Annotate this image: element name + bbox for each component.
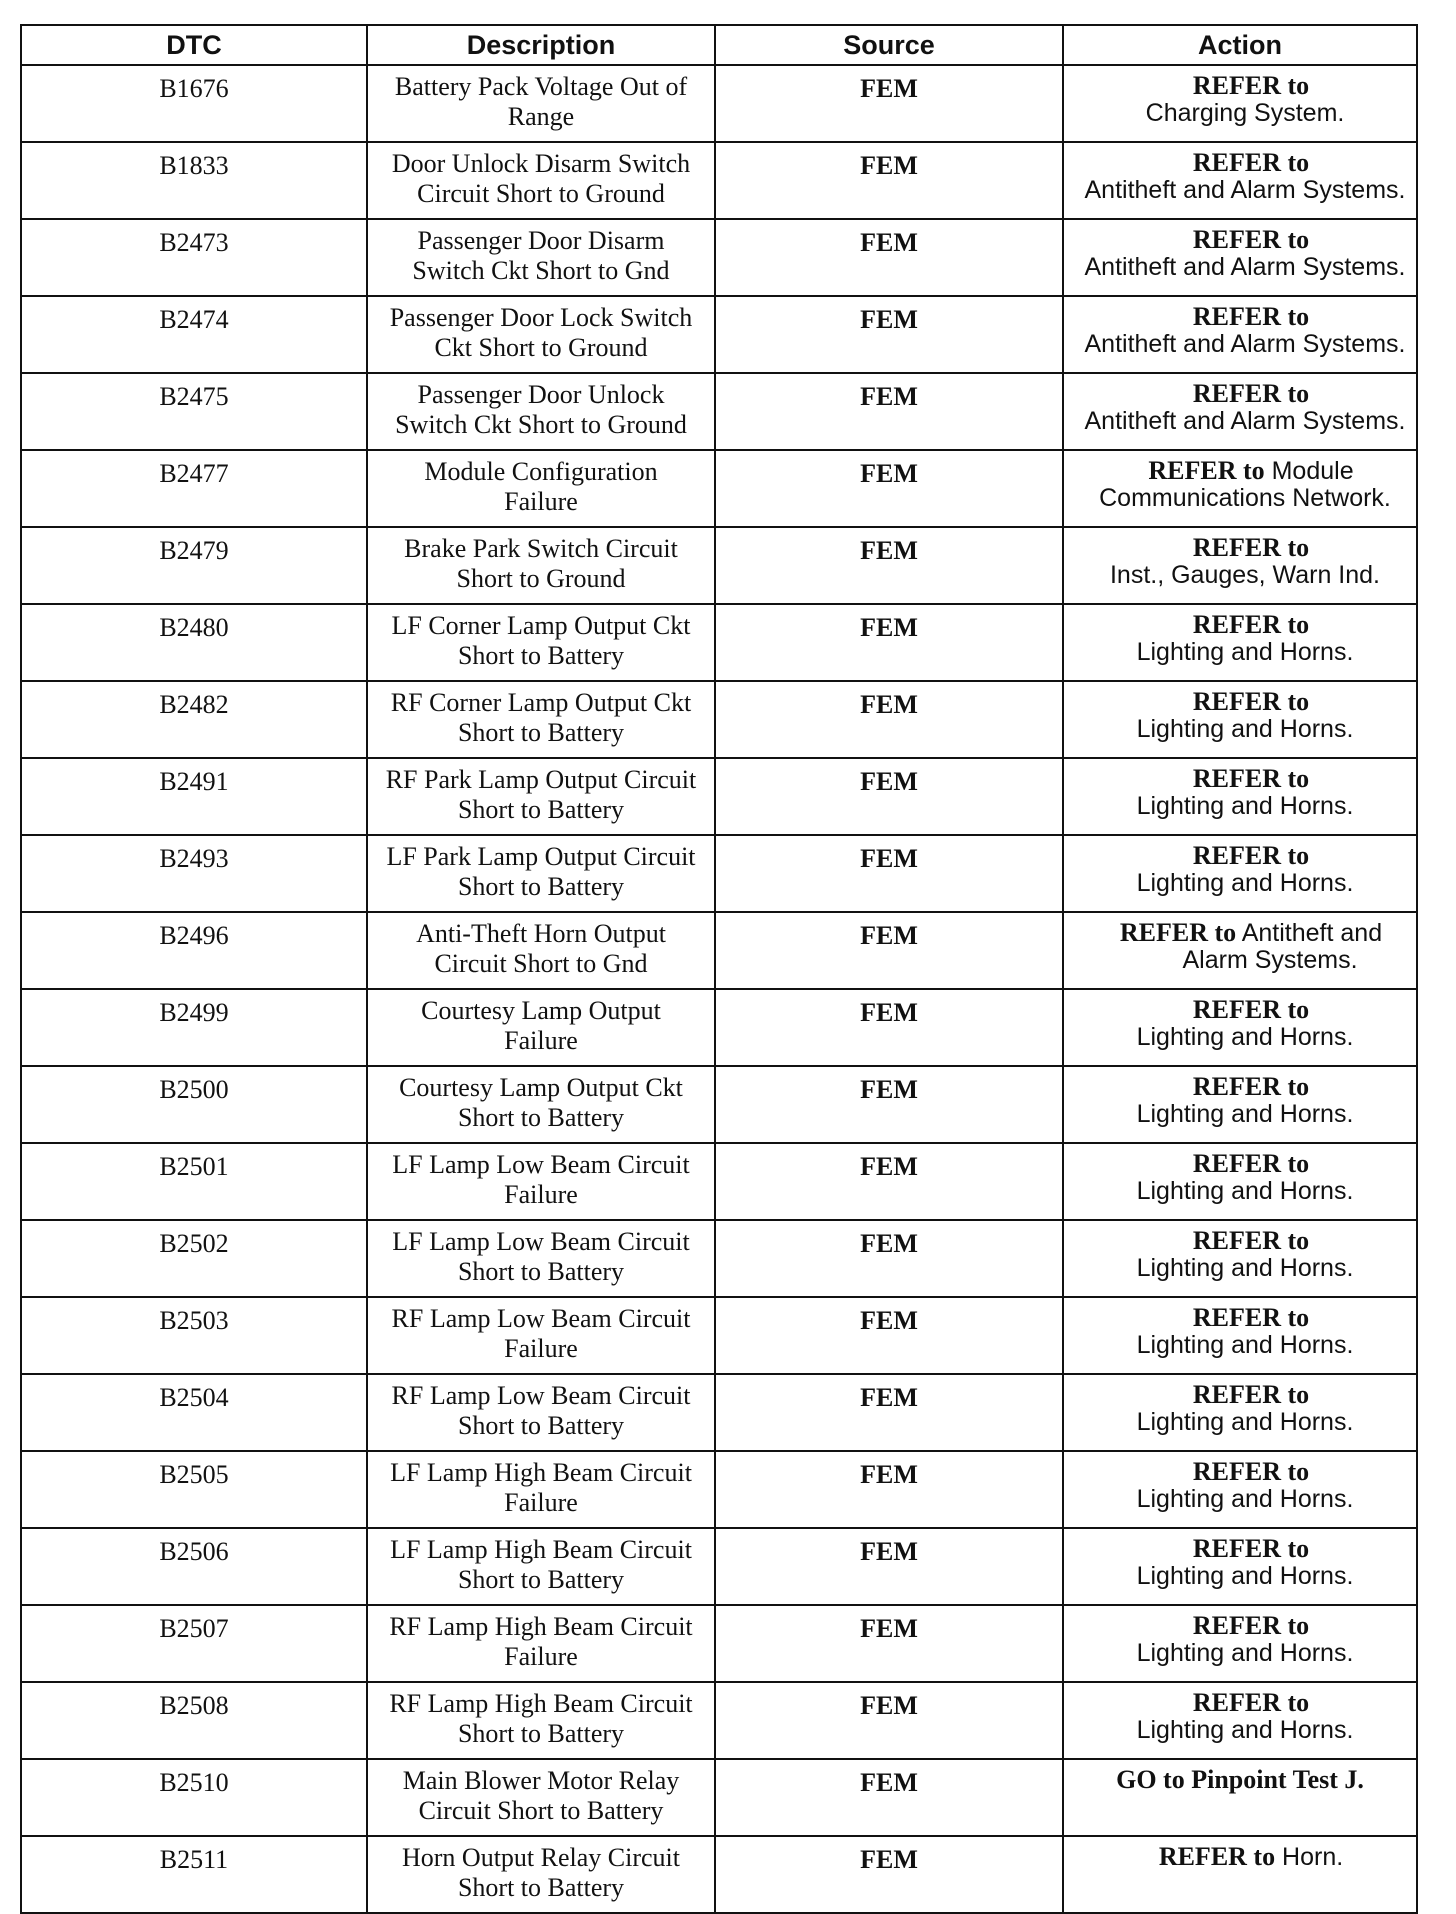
dtc-action <box>1063 835 1417 912</box>
action-go-text: GO to Pinpoint Test J. <box>1116 1765 1364 1794</box>
dtc-action <box>1063 1297 1417 1374</box>
dtc-description <box>367 1297 715 1374</box>
dtc-code: B2508 <box>21 1682 367 1759</box>
action-line <box>1074 1535 1416 1563</box>
dtc-action <box>1063 912 1417 989</box>
dtc-action <box>1063 1605 1417 1682</box>
refer-target: Lighting and Horns. <box>1136 1639 1354 1667</box>
action-line <box>1074 1612 1416 1640</box>
description-line: RF Lamp High Beam Circuit <box>389 1612 693 1641</box>
refer-label: REFER to <box>1119 918 1237 947</box>
dtc-description <box>367 1836 715 1913</box>
action-line <box>1074 457 1416 485</box>
dtc-description <box>367 604 715 681</box>
dtc-action <box>1063 142 1417 219</box>
description-line: Passenger Door Disarm <box>417 226 665 255</box>
dtc-source: FEM <box>715 296 1063 373</box>
refer-label: REFER to <box>1192 533 1310 562</box>
refer-label: REFER to <box>1192 764 1310 793</box>
dtc-description <box>367 1759 715 1836</box>
dtc-source: FEM <box>715 1836 1063 1913</box>
description-line: Short to Battery <box>457 1411 625 1440</box>
description-line: Short to Battery <box>457 718 625 747</box>
description-line: Main Blower Motor Relay <box>402 1766 680 1795</box>
table-row <box>21 296 1417 373</box>
table-row <box>21 1220 1417 1297</box>
description-line: Ckt Short to Ground <box>434 333 648 362</box>
dtc-action <box>1063 1143 1417 1220</box>
dtc-action <box>1063 1374 1417 1451</box>
table-row <box>21 912 1417 989</box>
refer-target: Lighting and Horns. <box>1136 715 1354 743</box>
dtc-source: FEM <box>715 989 1063 1066</box>
dtc-description <box>367 1143 715 1220</box>
dtc-source: FEM <box>715 1759 1063 1836</box>
dtc-description <box>367 1682 715 1759</box>
dtc-description <box>367 1220 715 1297</box>
dtc-description <box>367 373 715 450</box>
dtc-code: B2507 <box>21 1605 367 1682</box>
refer-target: Lighting and Horns. <box>1136 1716 1354 1744</box>
dtc-source: FEM <box>715 527 1063 604</box>
dtc-source: FEM <box>715 758 1063 835</box>
refer-label: REFER to <box>1192 1149 1310 1178</box>
refer-label: REFER to <box>1192 687 1310 716</box>
description-line: RF Corner Lamp Output Ckt <box>390 688 692 717</box>
dtc-table <box>20 24 1418 1914</box>
dtc-action <box>1063 1451 1417 1528</box>
refer-target: Lighting and Horns. <box>1136 1562 1354 1590</box>
refer-label: REFER to <box>1192 379 1310 408</box>
dtc-action <box>1063 1682 1417 1759</box>
header-row <box>21 25 1417 65</box>
refer-target: Lighting and Horns. <box>1136 1023 1354 1051</box>
dtc-description <box>367 65 715 142</box>
table-row <box>21 1374 1417 1451</box>
action-line <box>1074 226 1416 254</box>
dtc-source: FEM <box>715 1143 1063 1220</box>
table-row <box>21 450 1417 527</box>
refer-label: REFER to <box>1192 1534 1310 1563</box>
refer-label: REFER to <box>1192 841 1310 870</box>
dtc-source: FEM <box>715 604 1063 681</box>
dtc-source: FEM <box>715 219 1063 296</box>
table-row <box>21 1528 1417 1605</box>
dtc-code: B1676 <box>21 65 367 142</box>
dtc-code: B2480 <box>21 604 367 681</box>
description-line: LF Lamp High Beam Circuit <box>390 1535 692 1564</box>
dtc-action <box>1063 296 1417 373</box>
description-line: Module Configuration <box>424 457 658 486</box>
description-line: Failure <box>504 487 578 516</box>
refer-target: Lighting and Horns. <box>1136 1331 1354 1359</box>
description-line: Passenger Door Lock Switch <box>389 303 693 332</box>
dtc-action <box>1063 219 1417 296</box>
dtc-description <box>367 296 715 373</box>
refer-target: Lighting and Horns. <box>1136 869 1354 897</box>
dtc-action <box>1063 1220 1417 1297</box>
dtc-source: FEM <box>715 1220 1063 1297</box>
refer-target: Lighting and Horns. <box>1136 792 1354 820</box>
table-body <box>21 65 1417 1913</box>
refer-label: REFER to <box>1192 995 1310 1024</box>
action-line <box>1074 1073 1416 1101</box>
refer-target: Lighting and Horns. <box>1136 1254 1354 1282</box>
refer-target: Antitheft and Alarm Systems. <box>1084 253 1406 281</box>
dtc-source: FEM <box>715 1682 1063 1759</box>
dtc-source: FEM <box>715 1374 1063 1451</box>
refer-target: Antitheft and Alarm Systems. <box>1084 330 1406 358</box>
refer-target: Antitheft and Alarm Systems. <box>1084 407 1406 435</box>
refer-label: REFER to <box>1158 1842 1276 1871</box>
description-line: Brake Park Switch Circuit <box>404 534 678 563</box>
dtc-action <box>1063 989 1417 1066</box>
description-line: Battery Pack Voltage Out of <box>394 72 688 101</box>
refer-target: Inst., Gauges, Warn Ind. <box>1109 561 1381 589</box>
table-row <box>21 758 1417 835</box>
dtc-source: FEM <box>715 912 1063 989</box>
description-line: Failure <box>504 1026 578 1055</box>
dtc-code: B2502 <box>21 1220 367 1297</box>
dtc-code: B2506 <box>21 1528 367 1605</box>
description-line: Courtesy Lamp Output <box>421 996 661 1025</box>
dtc-description <box>367 758 715 835</box>
table-row <box>21 1066 1417 1143</box>
table-row <box>21 142 1417 219</box>
action-line <box>1074 688 1416 716</box>
dtc-action <box>1063 373 1417 450</box>
dtc-code: B2501 <box>21 1143 367 1220</box>
description-line: Failure <box>504 1180 578 1209</box>
dtc-code: B2500 <box>21 1066 367 1143</box>
dtc-code: B2505 <box>21 1451 367 1528</box>
description-line: Door Unlock Disarm Switch <box>391 149 691 178</box>
table-row <box>21 1759 1417 1836</box>
refer-label: REFER to <box>1148 456 1265 485</box>
table-row <box>21 989 1417 1066</box>
dtc-source: FEM <box>715 1451 1063 1528</box>
description-line: LF Park Lamp Output Circuit <box>386 842 696 871</box>
description-line: Switch Ckt Short to Ground <box>395 410 687 439</box>
description-line: Passenger Door Unlock <box>417 380 665 409</box>
dtc-source: FEM <box>715 1605 1063 1682</box>
dtc-source: FEM <box>715 65 1063 142</box>
description-line: Horn Output Relay Circuit <box>401 1843 680 1872</box>
refer-label: REFER to <box>1192 1688 1310 1717</box>
dtc-action <box>1063 1066 1417 1143</box>
dtc-action <box>1063 527 1417 604</box>
action-line <box>1074 380 1416 408</box>
action-line <box>1074 1381 1416 1409</box>
action-line <box>1074 842 1416 870</box>
dtc-description <box>367 1528 715 1605</box>
table-row <box>21 373 1417 450</box>
description-line: Switch Ckt Short to Gnd <box>412 256 670 285</box>
table-row <box>21 1297 1417 1374</box>
refer-target: Lighting and Horns. <box>1136 1408 1354 1436</box>
dtc-code: B2503 <box>21 1297 367 1374</box>
dtc-description <box>367 835 715 912</box>
table-row <box>21 1143 1417 1220</box>
description-line: LF Lamp Low Beam Circuit <box>392 1227 690 1256</box>
refer-label: REFER to <box>1192 302 1310 331</box>
header-dtc: DTC <box>21 25 367 65</box>
table-header <box>21 25 1417 65</box>
description-line: RF Lamp Low Beam Circuit <box>391 1381 691 1410</box>
dtc-code: B2482 <box>21 681 367 758</box>
refer-inline-text: Antitheft and <box>1236 919 1383 947</box>
refer-label: REFER to <box>1192 1226 1310 1255</box>
description-line: RF Lamp High Beam Circuit <box>389 1689 693 1718</box>
action-line <box>1074 149 1416 177</box>
action-line <box>1074 996 1416 1024</box>
dtc-code: B2475 <box>21 373 367 450</box>
description-line: Short to Battery <box>457 795 625 824</box>
dtc-code: B2479 <box>21 527 367 604</box>
description-line: Short to Battery <box>457 1257 625 1286</box>
refer-target: Charging System. <box>1145 99 1345 127</box>
description-line: RF Park Lamp Output Circuit <box>385 765 697 794</box>
dtc-action <box>1063 681 1417 758</box>
dtc-description <box>367 219 715 296</box>
description-line: LF Corner Lamp Output Ckt <box>391 611 691 640</box>
description-line: Circuit Short to Gnd <box>434 949 648 978</box>
action-line <box>1074 1150 1416 1178</box>
dtc-source: FEM <box>715 835 1063 912</box>
refer-target: Antitheft and Alarm Systems. <box>1084 176 1406 204</box>
action-line <box>1074 1843 1416 1871</box>
description-line: Short to Battery <box>457 1103 625 1132</box>
refer-target: Lighting and Horns. <box>1136 638 1354 666</box>
dtc-description <box>367 912 715 989</box>
dtc-code: B2477 <box>21 450 367 527</box>
table-row <box>21 1682 1417 1759</box>
dtc-action <box>1063 1836 1417 1913</box>
header-description: Description <box>367 25 715 65</box>
description-line: Range <box>507 102 575 131</box>
dtc-code: B2491 <box>21 758 367 835</box>
dtc-code: B2510 <box>21 1759 367 1836</box>
description-line: Short to Ground <box>456 564 626 593</box>
refer-label: REFER to <box>1192 1072 1310 1101</box>
dtc-source: FEM <box>715 142 1063 219</box>
description-line: Short to Battery <box>457 641 625 670</box>
dtc-source: FEM <box>715 681 1063 758</box>
action-line <box>1074 1227 1416 1255</box>
description-line: Failure <box>504 1488 578 1517</box>
dtc-code: B2493 <box>21 835 367 912</box>
action-line <box>1074 72 1416 100</box>
table-row <box>21 219 1417 296</box>
description-line: Failure <box>504 1642 578 1671</box>
refer-label: REFER to <box>1192 71 1310 100</box>
refer-target: Lighting and Horns. <box>1136 1177 1354 1205</box>
action-line <box>1074 303 1416 331</box>
refer-inline-text: Module <box>1264 457 1354 485</box>
description-line: Anti-Theft Horn Output <box>416 919 666 948</box>
table-row <box>21 604 1417 681</box>
refer-label: REFER to <box>1192 610 1310 639</box>
table-row <box>21 1836 1417 1913</box>
dtc-source: FEM <box>715 373 1063 450</box>
header-source: Source <box>715 25 1063 65</box>
table-row <box>21 1605 1417 1682</box>
dtc-description <box>367 1066 715 1143</box>
action-line <box>1074 765 1416 793</box>
description-line: RF Lamp Low Beam Circuit <box>391 1304 691 1333</box>
dtc-code: B2511 <box>21 1836 367 1913</box>
table-row <box>21 1451 1417 1528</box>
action-line <box>1074 1304 1416 1332</box>
description-line: Short to Battery <box>457 1565 625 1594</box>
dtc-source: FEM <box>715 1066 1063 1143</box>
description-line: Short to Battery <box>457 1873 625 1902</box>
dtc-code: B1833 <box>21 142 367 219</box>
table-row <box>21 65 1417 142</box>
refer-label: REFER to <box>1192 1303 1310 1332</box>
action-line <box>1074 1458 1416 1486</box>
dtc-source: FEM <box>715 1528 1063 1605</box>
dtc-action <box>1063 604 1417 681</box>
dtc-code: B2473 <box>21 219 367 296</box>
dtc-table-page <box>20 24 1420 1914</box>
dtc-source: FEM <box>715 1297 1063 1374</box>
refer-label: REFER to <box>1192 1457 1310 1486</box>
refer-target: Lighting and Horns. <box>1136 1100 1354 1128</box>
dtc-action <box>1063 758 1417 835</box>
description-line: Circuit Short to Ground <box>417 179 665 208</box>
dtc-action <box>1063 450 1417 527</box>
description-line: Short to Battery <box>457 1719 625 1748</box>
dtc-code: B2496 <box>21 912 367 989</box>
description-line: Courtesy Lamp Output Ckt <box>399 1073 683 1102</box>
refer-target: Communications Network. <box>1099 484 1391 512</box>
refer-target: Lighting and Horns. <box>1136 1485 1354 1513</box>
dtc-code: B2504 <box>21 1374 367 1451</box>
refer-label: REFER to <box>1192 148 1310 177</box>
table-row <box>21 527 1417 604</box>
table-row <box>21 835 1417 912</box>
action-line <box>1074 611 1416 639</box>
table-row <box>21 681 1417 758</box>
dtc-action <box>1063 65 1417 142</box>
refer-inline-text: Horn. <box>1275 1843 1344 1871</box>
action-line <box>1074 534 1416 562</box>
dtc-description <box>367 527 715 604</box>
dtc-action <box>1063 1759 1417 1836</box>
description-line: Failure <box>504 1334 578 1363</box>
header-action: Action <box>1063 25 1417 65</box>
refer-label: REFER to <box>1192 1380 1310 1409</box>
action-line <box>1074 919 1416 947</box>
refer-target: Alarm Systems. <box>1182 946 1358 974</box>
dtc-description <box>367 989 715 1066</box>
refer-label: REFER to <box>1192 225 1310 254</box>
dtc-source: FEM <box>715 450 1063 527</box>
description-line: LF Lamp High Beam Circuit <box>390 1458 692 1487</box>
dtc-description <box>367 1605 715 1682</box>
dtc-description <box>367 681 715 758</box>
dtc-code: B2499 <box>21 989 367 1066</box>
description-line: Circuit Short to Battery <box>418 1796 664 1825</box>
action-line <box>1074 1689 1416 1717</box>
description-line: Short to Battery <box>457 872 625 901</box>
dtc-description <box>367 1451 715 1528</box>
dtc-description <box>367 1374 715 1451</box>
description-line: LF Lamp Low Beam Circuit <box>392 1150 690 1179</box>
dtc-code: B2474 <box>21 296 367 373</box>
refer-label: REFER to <box>1192 1611 1310 1640</box>
dtc-description <box>367 450 715 527</box>
dtc-action <box>1063 1528 1417 1605</box>
dtc-description <box>367 142 715 219</box>
